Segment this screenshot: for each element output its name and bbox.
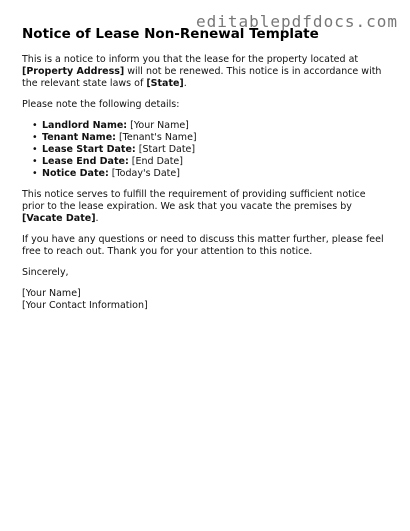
detail-item-lease-start xyxy=(42,144,390,156)
intro-paragraph xyxy=(22,54,390,90)
detail-value: [Start Date] xyxy=(135,144,196,155)
document-title: Notice of Lease Non-Renewal Template xyxy=(22,26,319,42)
signature-block xyxy=(22,288,390,312)
state-placeholder: [State] xyxy=(146,78,184,89)
intro-text-2: will not be renewed. This notice is in accordance with the relevant state laws of xyxy=(22,66,382,89)
detail-value: [Your Name] xyxy=(127,120,189,131)
detail-item-lease-end xyxy=(42,156,390,168)
detail-label: Lease Start Date: xyxy=(42,144,136,155)
details-list xyxy=(22,120,390,180)
requirement-paragraph xyxy=(22,189,390,225)
requirement-text-2: . xyxy=(95,213,99,224)
detail-value: [End Date] xyxy=(128,156,183,167)
details-intro: Please note the following details: xyxy=(22,99,180,110)
detail-item-notice-date xyxy=(42,168,390,180)
detail-label: Notice Date: xyxy=(42,168,109,179)
vacate-date-placeholder: [Vacate Date] xyxy=(22,213,96,224)
requirement-text-1: This notice serves to fulfill the requirement of providing sufficient notice prior to the lease expiration. We ask that you vacate the premises by xyxy=(22,189,366,212)
detail-value: [Tenant's Name] xyxy=(115,132,197,143)
detail-label: Lease End Date: xyxy=(42,156,129,167)
property-address-placeholder: [Property Address] xyxy=(22,66,125,77)
detail-item-landlord xyxy=(42,120,390,132)
questions-paragraph: If you have any questions or need to discuss this matter further, please feel free to reach out. Thank you for your attention to this notice. xyxy=(22,234,384,257)
signature-name: [Your Name] xyxy=(22,288,81,299)
detail-value: [Today's Date] xyxy=(108,168,180,179)
document-page xyxy=(22,26,390,312)
detail-item-tenant xyxy=(42,132,390,144)
detail-label: Tenant Name: xyxy=(42,132,116,143)
watermark-logo: editablepdfdocs.com xyxy=(195,12,398,31)
signature-contact: [Your Contact Information] xyxy=(22,300,148,311)
detail-label: Landlord Name: xyxy=(42,120,128,131)
intro-text-3: . xyxy=(183,78,187,89)
intro-text-1: This is a notice to inform you that the lease for the property located at xyxy=(22,54,359,65)
closing-salutation: Sincerely, xyxy=(22,267,69,278)
